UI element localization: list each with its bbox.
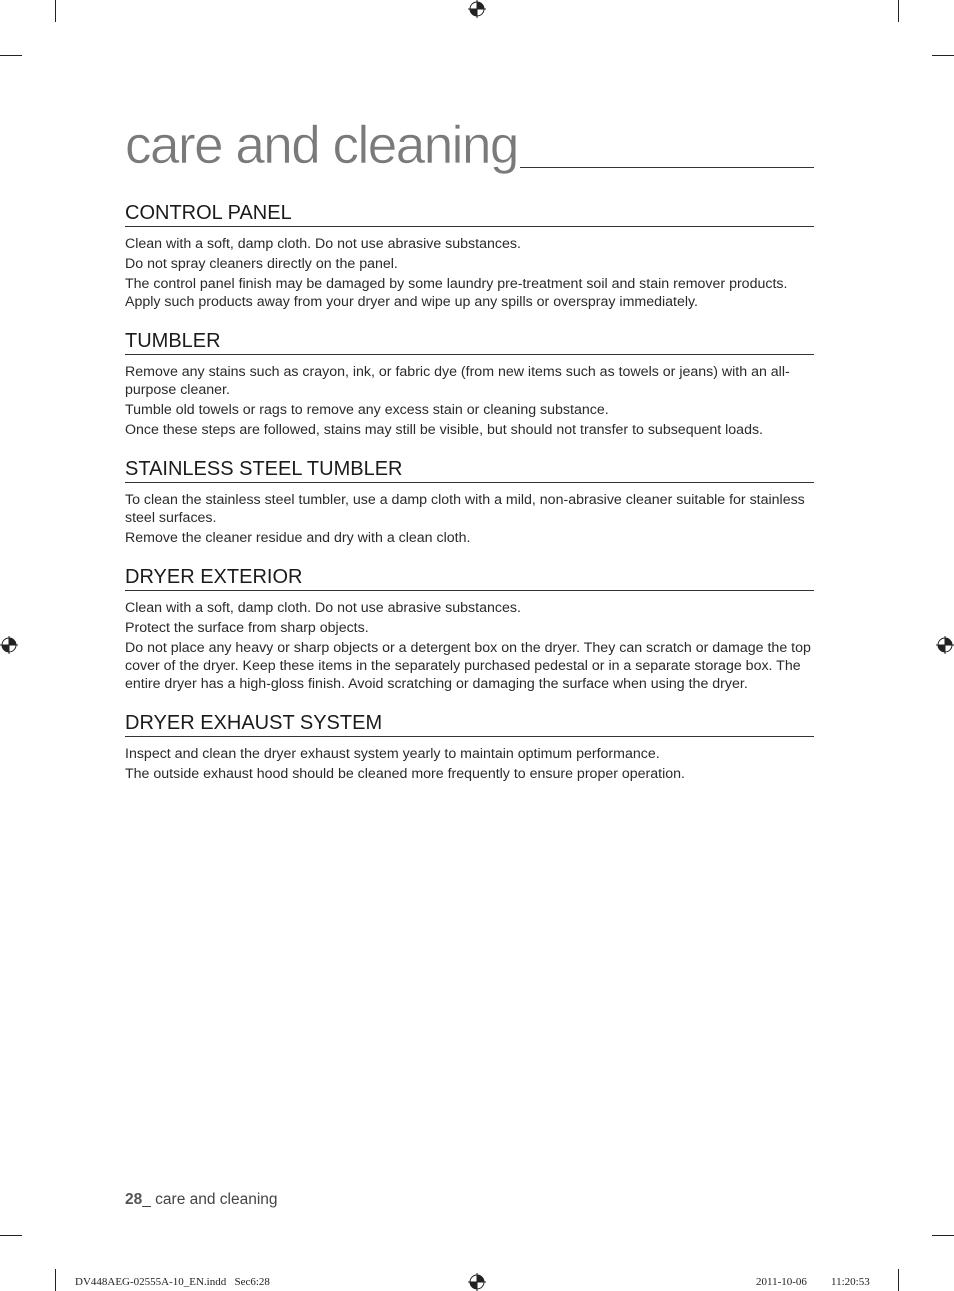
paragraph: Do not place any heavy or sharp objects or a detergent box on the dryer. They can scratch or damage the top cover of the dryer. Keep these items in the separately purchased pedestal or in a separate storage box. The entire dryer has a high-gloss finish. Avoid scratching or damaging the surface when using the dryer. xyxy=(125,640,811,692)
section-title: CONTROL PANEL xyxy=(125,201,814,227)
paragraph: Remove the cleaner residue and dry with a clean cloth. xyxy=(125,530,471,546)
section-body xyxy=(125,235,814,311)
crop-mark-bottom-left-h xyxy=(0,1235,22,1236)
chapter-title: care and cleaning xyxy=(125,116,518,175)
paragraph: Once these steps are followed, stains may still be visible, but should not transfer to subsequent loads. xyxy=(125,422,764,438)
paragraph: The outside exhaust hood should be cleaned more frequently to ensure proper operation. xyxy=(125,766,685,782)
paragraph: Clean with a soft, damp cloth. Do not use abrasive substances. xyxy=(125,600,521,616)
section-body xyxy=(125,363,814,439)
print-slug-file: DV448AEG-02555A-10_EN.indd Sec6:28 xyxy=(75,1276,270,1288)
paragraph: Clean with a soft, damp cloth. Do not use abrasive substances. xyxy=(125,236,521,252)
crop-mark-top-right-h xyxy=(932,55,954,56)
crop-mark-top-left-h xyxy=(0,55,22,56)
section-tumbler xyxy=(125,329,814,439)
registration-mark-icon xyxy=(936,636,954,654)
paragraph: Do not spray cleaners directly on the panel. xyxy=(125,256,398,272)
paragraph: Protect the surface from sharp objects. xyxy=(125,620,369,636)
section-title: DRYER EXTERIOR xyxy=(125,565,814,591)
section-dryer-exhaust-system xyxy=(125,711,814,783)
paragraph: Tumble old towels or rags to remove any excess stain or cleaning substance. xyxy=(125,402,609,418)
registration-mark-icon xyxy=(0,636,18,654)
page-footer-label: _ care and cleaning xyxy=(142,1191,278,1208)
section-title: STAINLESS STEEL TUMBLER xyxy=(125,457,814,483)
section-stainless-steel-tumbler xyxy=(125,457,814,547)
section-body xyxy=(125,491,814,547)
chapter-title-rule xyxy=(520,167,814,168)
page-footer xyxy=(125,1191,278,1209)
paragraph: The control panel finish may be damaged by some laundry pre-treatment soil and stain remover products. Apply such products away from your dryer and wipe up any spills or overspray immediately. xyxy=(125,276,788,310)
paragraph: To clean the stainless steel tumbler, use a damp cloth with a mild, non-abrasive cleaner suitable for stainless steel surfaces. xyxy=(125,492,805,526)
section-dryer-exterior xyxy=(125,565,814,693)
registration-mark-icon xyxy=(468,1273,486,1291)
section-body xyxy=(125,745,814,783)
section-body xyxy=(125,599,814,693)
print-slug-date: 2011-10-06 xyxy=(756,1276,807,1288)
print-slug-time: 11:20:53 xyxy=(831,1276,870,1288)
crop-mark-bottom-right-h xyxy=(932,1235,954,1236)
crop-mark-top-left xyxy=(55,0,56,22)
paragraph: Inspect and clean the dryer exhaust system yearly to maintain optimum performance. xyxy=(125,746,660,762)
page-number: 28 xyxy=(125,1191,143,1208)
section-title: DRYER EXHAUST SYSTEM xyxy=(125,711,814,737)
crop-mark-bottom-left xyxy=(55,1269,56,1291)
crop-mark-bottom-right xyxy=(898,1269,899,1291)
section-title: TUMBLER xyxy=(125,329,814,355)
crop-mark-top-right xyxy=(898,0,899,22)
section-control-panel xyxy=(125,201,814,311)
paragraph: Remove any stains such as crayon, ink, or fabric dye (from new items such as towels or jeans) with an all-purpose cleaner. xyxy=(125,364,790,398)
content xyxy=(125,201,814,801)
registration-mark-icon xyxy=(468,0,486,18)
